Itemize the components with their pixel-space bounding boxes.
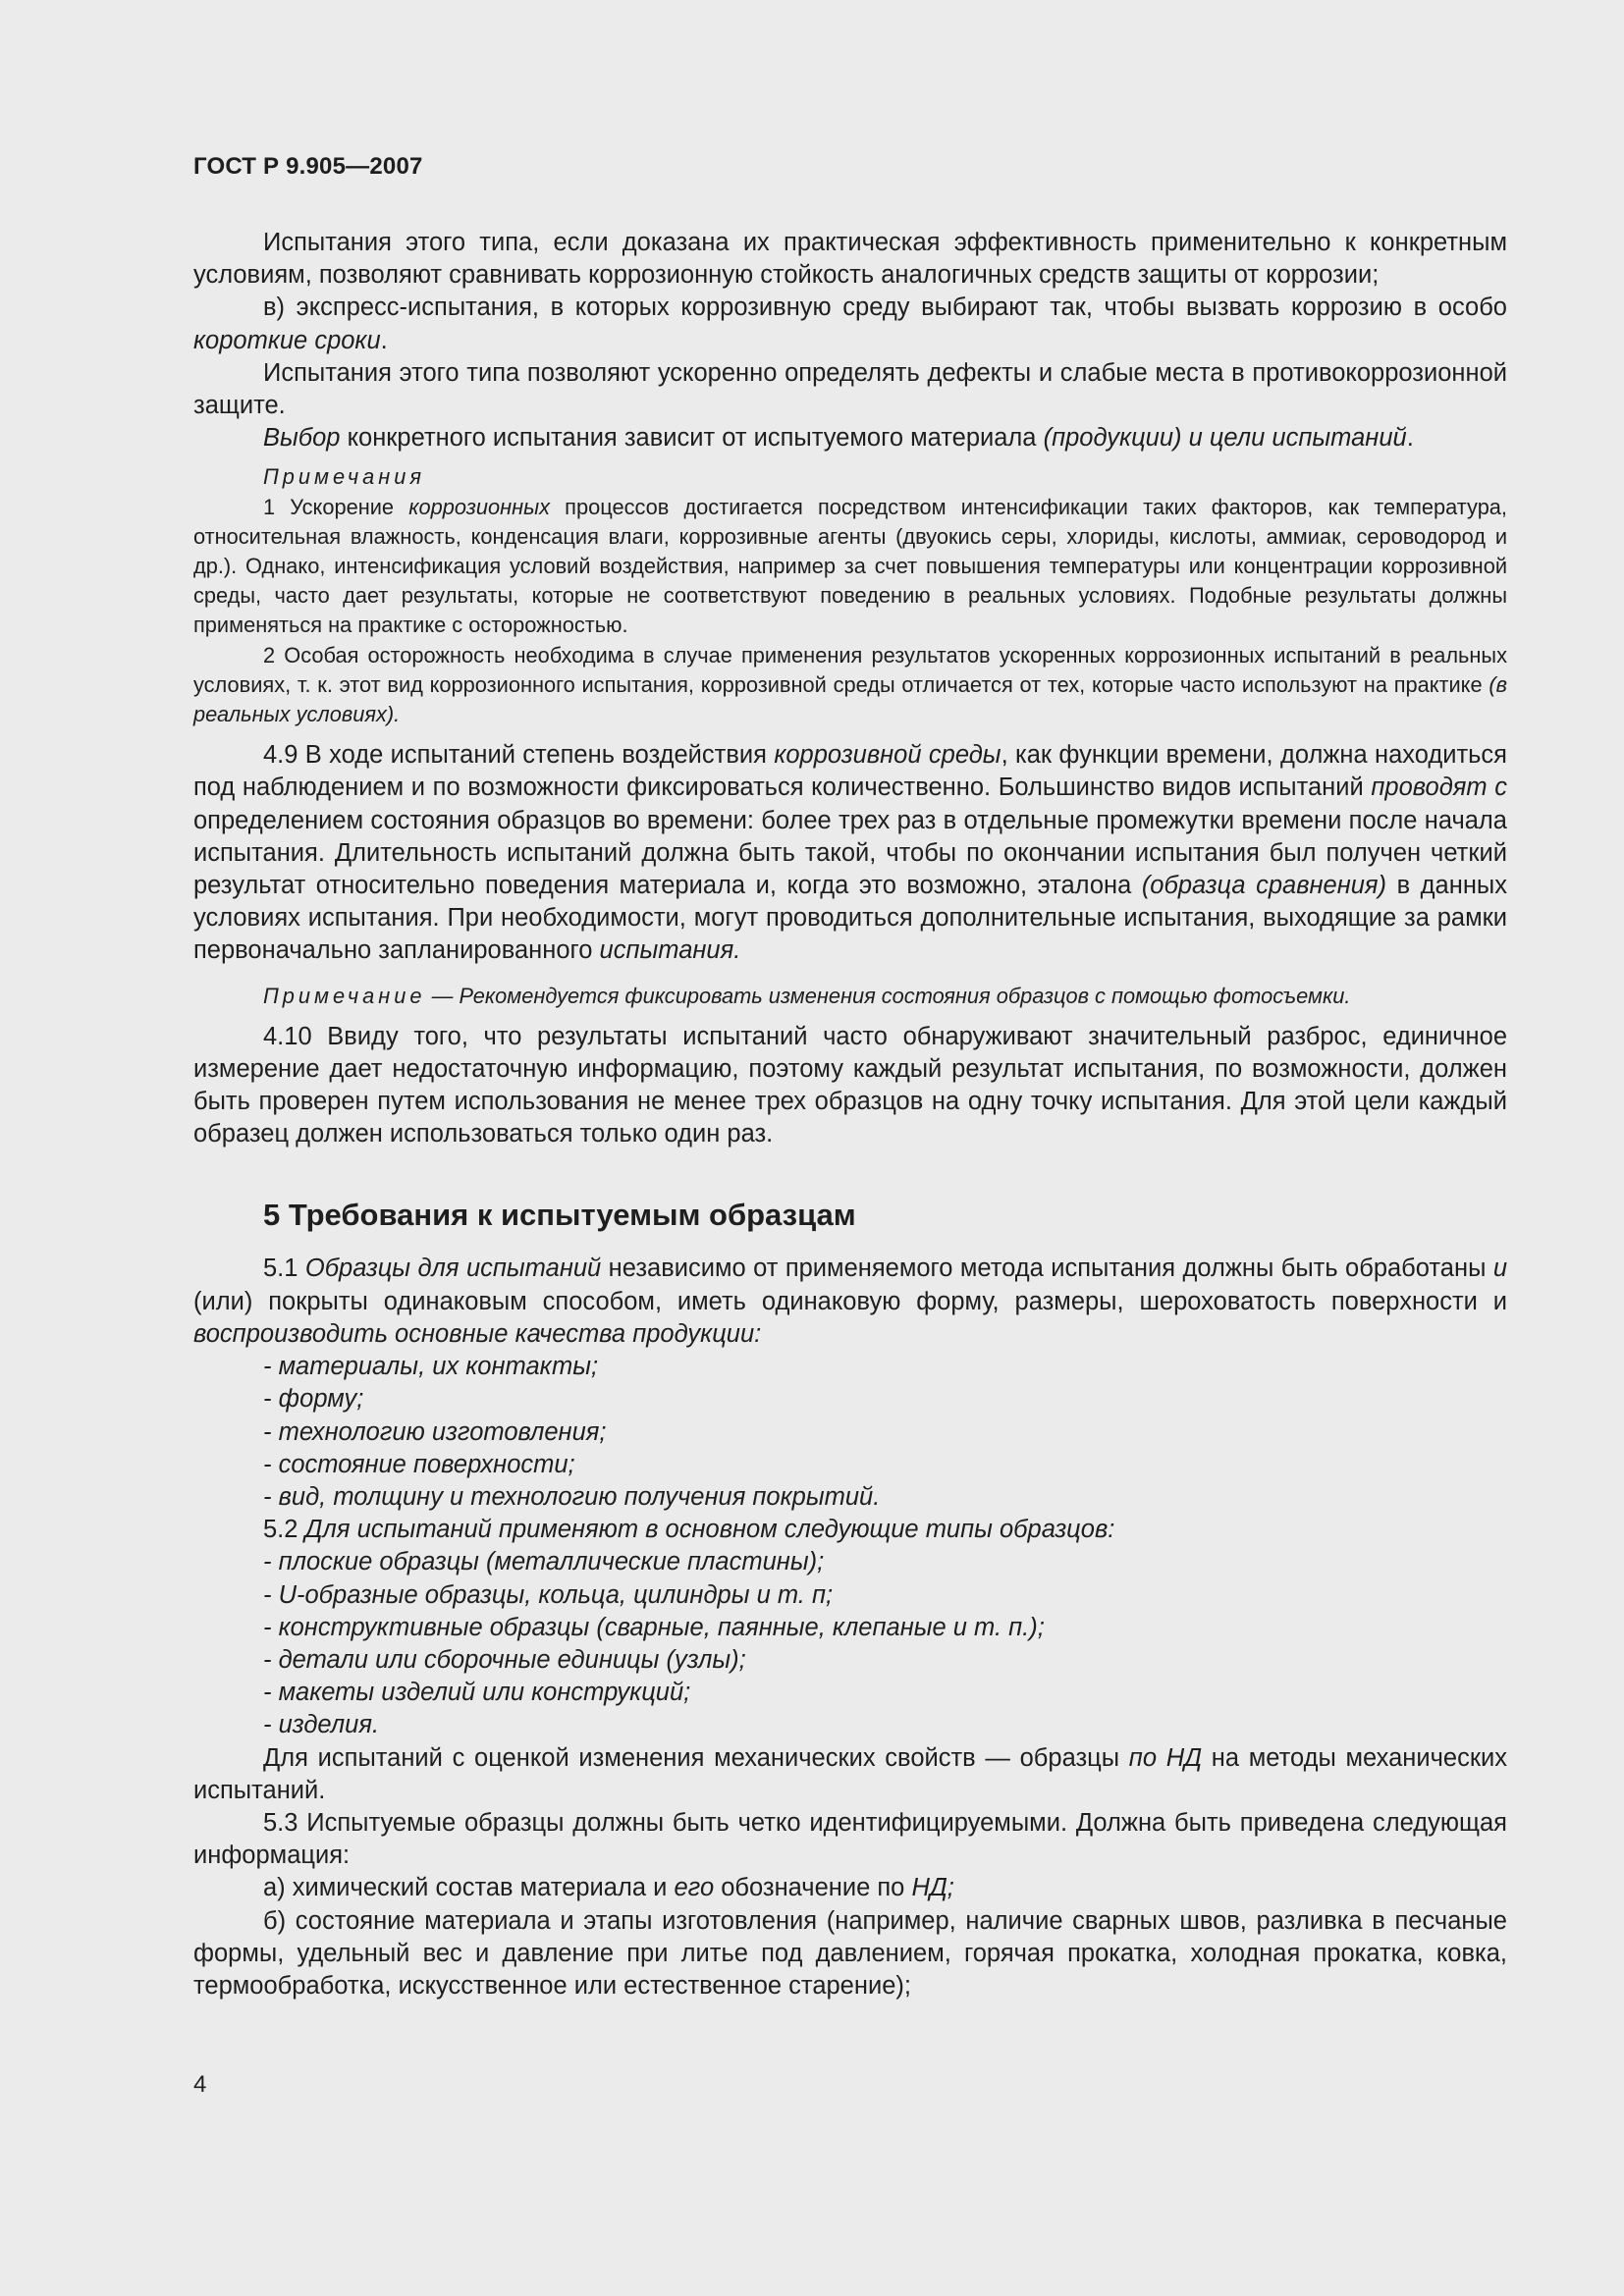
standard-header: ГОСТ Р 9.905—2007 (193, 153, 423, 180)
clause-5-1: 5.1 Образцы для испытаний независимо от применяемого метода испытания должны быть обработаны и (или) покрыты одинаковым способом, иметь одинаковую форму, размеры, шероховатость поверхности и воспроизводить основные качества продукции: (193, 1255, 1507, 1348)
list-item: - изделия. (263, 1711, 380, 1739)
list-item: - детали или сборочные единицы (узлы); (263, 1645, 746, 1674)
notes-block (193, 462, 1507, 729)
list-item: - форму; (263, 1385, 364, 1414)
note-1: 1 Ускорение коррозионных процессов достигается посредством интенсификации таких факторов, как температура, относительная влажность, конденсация влаги, коррозивные агенты (двуокись серы, хлориды, кислоты, аммиак, сероводород и др.). Однако, интенсификация условий воздействия, например за счет повышения температуры или концентрации коррозивной среды, часто дает результаты, которые не соответствуют поведению в реальных условиях. Подобные результаты должны применяться на практике с осторожностью. (193, 494, 1507, 638)
clause-5-3-a: а) химический состав материала и его обозначение по НД; (263, 1874, 954, 1902)
clause-4-10: 4.10 Ввиду того, что результаты испытаний часто обнаруживают значительный разброс, единичное измерение дает недостаточную информацию, поэтому каждый результат испытания, по возможности, должен быть проверен путем использования не менее трех образцов на одну точку испытания. Для этой цели каждый образец должен использоваться только один раз. (193, 1022, 1507, 1148)
list-item: - конструктивные образцы (сварные, паянные, клепаные и т. п.); (263, 1613, 1045, 1641)
list-item: - материалы, их контакты; (263, 1353, 599, 1381)
list-item: - вид, толщину и технологию получения покрытий. (263, 1482, 881, 1511)
list-item: - макеты изделий или конструкций; (263, 1679, 691, 1707)
paragraph-express-tests-purpose: Испытания этого типа позволяют ускоренно определять дефекты и слабые места в противокоррозионной защите. (193, 358, 1507, 420)
paragraph-test-type-comparison: Испытания этого типа, если доказана их практическая эффективность применительно к конкретным условиям, позволяют сравнивать коррозионную стойкость аналогичных средств защиты от коррозии; (193, 229, 1507, 290)
clause-5-2: 5.2 Для испытаний применяют в основном следующие типы образцов: (263, 1516, 1115, 1544)
paragraph-test-selection: Выбор конкретного испытания зависит от испытуемого материала (продукции) и цели испытаний. (263, 424, 1414, 453)
section-5-heading: 5 Требования к испытуемым образцам (263, 1198, 856, 1233)
note-photo: Примечание — Рекомендуется фиксировать изменения состояния образцов с помощью фотосъемки. (263, 983, 1351, 1008)
clause-5-2-mechanical: Для испытаний с оценкой изменения механических свойств — образцы по НД на методы механических испытаний. (193, 1743, 1507, 1804)
notes-title: Примечания (263, 464, 426, 490)
document-body (193, 227, 1507, 2002)
page-number: 4 (193, 2071, 207, 2098)
list-item: - плоские образцы (металлические пластины); (263, 1548, 825, 1576)
list-item: - состояние поверхности; (263, 1450, 575, 1478)
clause-5-3-b: б) состояние материала и этапы изготовления (например, наличие сварных швов, разливка в песчаные формы, удельный вес и давление при литье под давлением, горячая прокатка, холодная прокатка, ковка, термообработка, искусственное или естественное старение); (193, 1906, 1507, 2000)
clause-4-9: 4.9 В ходе испытаний степень воздействия коррозивной среды, как функции времени, должна находиться под наблюдением и по возможности фиксироваться количественно. Большинство видов испытаний проводят с определением состояния образцов во времени: более трех раз в отдельные промежутки времени после начала испытания. Длительность испытаний должна быть такой, чтобы по окончании испытания был получен четкий результат относительно поведения материала и, когда это возможно, эталона (образца сравнения) в данных условиях испытания. При необходимости, могут проводиться дополнительные испытания, выходящие за рамки первоначально запланированного испытания. (193, 741, 1507, 965)
list-item: - технологию изготовления; (263, 1417, 607, 1446)
clause-5-3: 5.3 Испытуемые образцы должны быть четко идентифицируемыми. Должна быть приведена следующая информация: (193, 1808, 1507, 1870)
note-2: 2 Особая осторожность необходима в случае применения результатов ускоренных коррозионных испытаний в реальных условиях, т. к. этот вид коррозионного испытания, коррозивной среды отличается от тех, которые часто используют на практике (в реальных условиях). (193, 642, 1507, 727)
list-item: - U-образные образцы, кольца, цилиндры и т. п; (263, 1580, 834, 1609)
paragraph-express-tests: в) экспресс-испытания, в которых коррозивную среду выбирают так, чтобы вызвать коррозию в особо короткие сроки. (193, 294, 1507, 354)
